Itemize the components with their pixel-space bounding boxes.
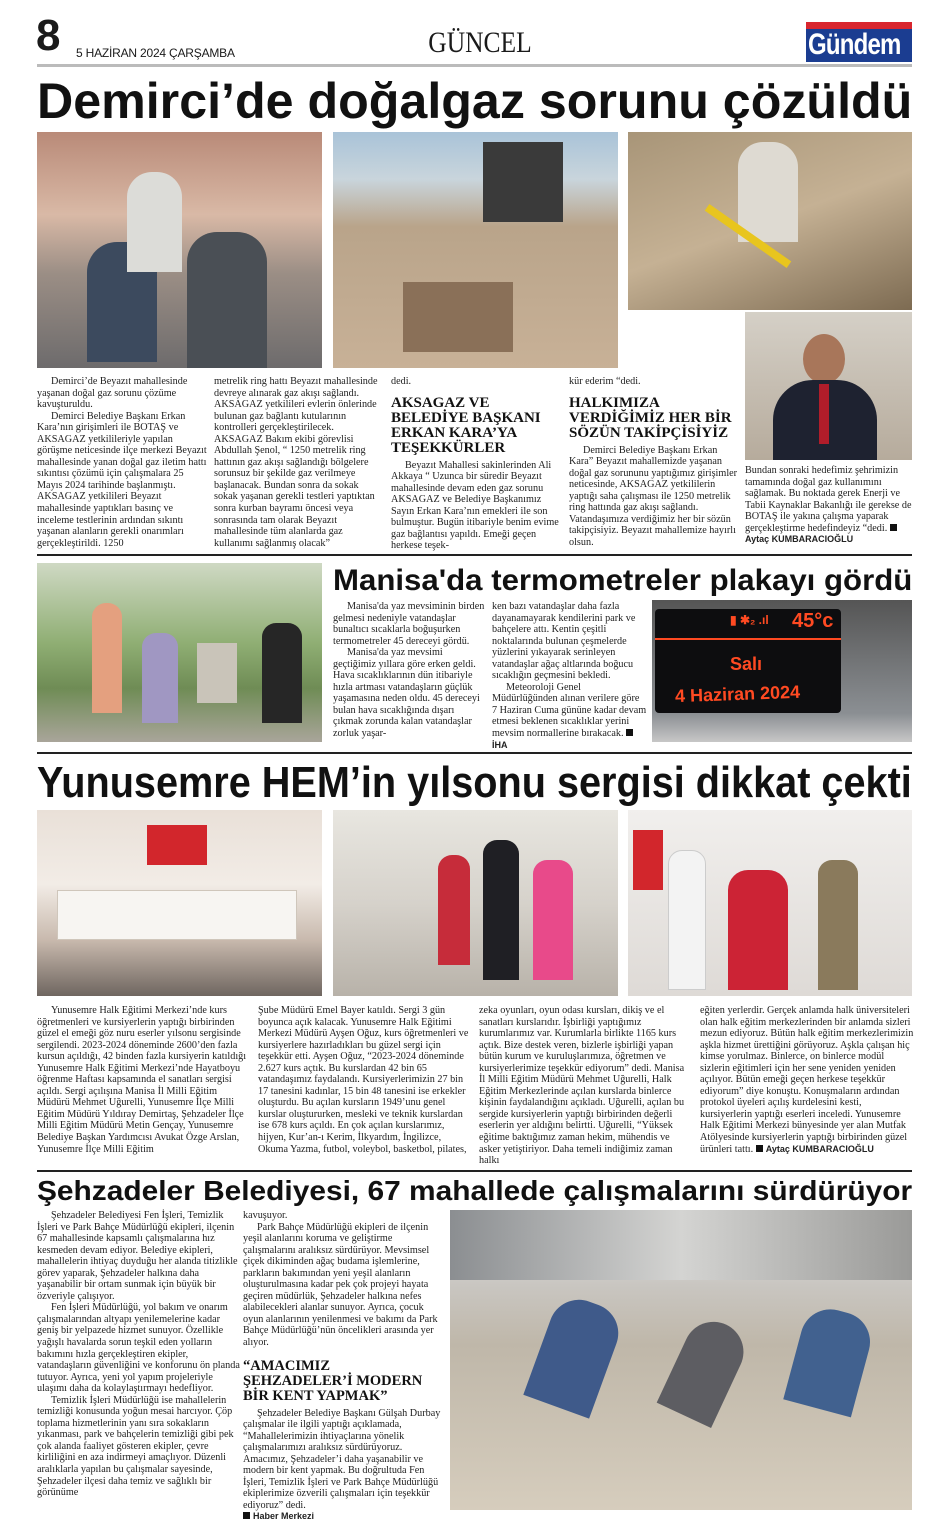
article2-column-2 xyxy=(492,601,647,751)
paragraph-text: Bundan sonraki hedefimiz şehrimizin tamamında doğal gaz kullanımını sağlamak. Bu noktada gerek Enerji ve Tabii Kaynaklar Bakanlığı ile gerekse de BOTAŞ ile yakına çalışma yaparak gerçekleştirme hedefindeyiz “dedi. xyxy=(745,465,912,534)
paragraph-text: eğiten yerlerdir. Gerçek anlamda halk üniversiteleri olan halk eğitim merkezlerinden bir anlamda sizleri mezun ediyoruz. Bütün halk eğitim merkezlerimizin aşkla hizmet ürettiğini görüyoruz. Aşkla çalışan hiç kimse yorulmaz. Binlerce, on binlerce modül sizlerin eğitimleri için her sene yeniden yeniden açılıyor. Bütün emeği geçen herkese teşekkür ediyorum” diye konuştu. Konuşmaların ardından protokol üyeleri açılış kurdelesini kesti, kursiyerlerin yaptığı eserleri inceledi. Yunusemre Halk Eğitimi Merkezi bünyesinde yer alan Mutfak Atölyesinde kursiyerlerin yaptığı birbirinden güzel ürünleri tattı. xyxy=(700,1005,914,1155)
photo-exhibition-crafts xyxy=(37,810,322,996)
photo-car-thermometer-display xyxy=(652,600,912,742)
article1-column-2 xyxy=(214,376,384,549)
paragraph: Yunusemre Halk Eğitimi Merkezi’nde kurs öğretmenleri ve kursiyerlerin yaptığı birbirinden güzel el emeği göz nuru eserler yılsonu sergisinde sergilendi. 2023-2024 döneminde 2600’den fazla kursun açıldığı, 42 binden fazla kursiyerin katıldığı Yunusemre Halk Eğitimi Merkezi’nde Hayatboyu öğrenme Haftası kapsamında el sanatları sergisi açıldı. Sergi açılışına Manisa İl Milli Eğitim Müdürü Mehmet Uğurelli, Yunusemre İlçe Milli Eğitim Müdürü Yıldıray Demirtaş, Şehzadeler İlçe Milli Eğitim Müdürü Metin Gençay, Yunusemre Belediye Başkan Yardımcısı Avukat Özge Arslan, Yunusemre İlçe Milli Eğitim xyxy=(37,1005,247,1155)
paragraph: zeka oyunları, oyun odası kursları, dikiş ve el sanatları kurslarıdır. İşbirliği yaptığımız kurumlarımız var. Kurumlarla birlikte 1165 kurs açtık. Bize destek veren, bizlerle işbirliği yapan bütün kurum ve kuruluşlarımıza, öğretmen ve kursiyerlerimize teşekkür ediyorum” dedi. Manisa İl Milli Eğitim Müdürü Mehmet Uğurelli, Halk Eğitim Merkezlerinde açılan kurslarda binlerce kişinin faydalandığını açıkladı. Uğurelli, açılan bu sergide kursiyerlerin yaptığı birbirinden değerli eserlerin yer aldığını belirtti. Uğurelli, “Yüksek eğitime baktığımız zaman hekim, mühendis ve asker yetiştiriyor. Daha temeli indiğimiz zaman halkı xyxy=(479,1005,685,1167)
byline: Haber Merkezi xyxy=(243,1511,314,1521)
byline: Aytaç KUMBARACIOĞLU xyxy=(756,1144,874,1154)
article1-column-3 xyxy=(391,376,561,552)
article4-headline: Şehzadeler Belediyesi, 67 mahallede çalışmalarını sürdürüyor xyxy=(37,1175,913,1206)
photo-exhibition-protocol xyxy=(628,810,912,996)
issue-date: 5 HAZİRAN 2024 ÇARŞAMBA xyxy=(76,46,235,60)
article4-column-2 xyxy=(243,1210,443,1523)
article1-column-4 xyxy=(569,376,739,548)
paragraph: Manisa'da yaz mevsiminin birden gelmesi nedeniyle vatandaşlar bunaltıcı sıcaklarla boğuşurken termometreler 45 dereceyi gördü. xyxy=(333,601,485,647)
article3-headline: Yunusemre HEM’in yılsonu sergisi dikkat çekti xyxy=(37,758,912,807)
paragraph xyxy=(492,682,647,751)
paragraph: Fen İşleri Müdürlüğü, yol bakım ve onarım çalışmalarından altyapı yenilemelerine kadar geniş bir yelpazede hizmet sunuyor. Özellikle yağışlı havalarda sorun teşkil eden yolların bakımını hızla gerçekleştiren ekipler, vatandaşların güvenliğini ve konforunu ön planda tutuyor. Ayrıca, yeni yol yapım projeleriyle ulaşımı daha da kolaylaştırmayı hedefliyor. xyxy=(37,1302,240,1395)
section-title: GÜNCEL xyxy=(428,26,532,59)
battery-bluetooth-signal-icon: ▮ ✱₂ .ıl xyxy=(730,613,769,627)
paragraph-text: Meteoroloji Genel Müdürlüğünden alınan verilere göre 7 Haziran Cuma gününe kadar devam etmesi beklenen sıcaklıklar yerini mevsim normallerine bırakacak. xyxy=(492,681,647,740)
photo-exhibition-visitors xyxy=(333,810,618,996)
article2-headline: Manisa'da termometreler plakayı gördü xyxy=(333,564,913,597)
paragraph: Park Bahçe Müdürlüğü ekipleri de ilçenin yeşil alanlarını koruma ve geliştirme çalışmalarını aralıksız sürdürüyor. Mevsimsel çiçek dikiminden ağaç budama işlemlerine, parkların bakımından yeni yeşil alanların oluşturulmasına kadar pek çok projeyi hayata geçiren müdürlük, Şehzadeler halkına nefes alabilecekleri alanlar sunuyor. Ayrıca, çocuk oyun alanlarının yenilenmesi ve bakımı da Park Bahçe Müdürlüğü’nün öncelikleri arasında yer alıyor. xyxy=(243,1221,438,1349)
article1-column-1 xyxy=(37,376,207,549)
paragraph: Şube Müdürü Emel Bayer katıldı. Sergi 3 gün boyunca açık kalacak. Yunusemre Halk Eğitimi Merkezi Müdürü Ayşen Oğuz, kurs öğretmenleri ve kursiyerlere hazırladıkları bu güzel sergi için teşekkür etti. Ayşen Oğuz, “2023-2024 döneminde 2.627 kurs açtık. Bu kurslardan 42 bin 65 vatandaşımız faydalandı. Kursiyerlerimizin 27 bin 17 tanesini kadınlar, 15 bin 48 tanesini ise erkekler oluşturdu. Bu açılan kursların 1949’unu genel kurslar oluştururken, mesleki ve teknik kurslardan ise 678 kurs açıldı. En çok açılan kurslarımız, hijyen, Kur’an-ı Kerim, İlkyardım, İngilizce, Okuma Yazma, futbol, voleybol, basketbol, pilates, xyxy=(258,1005,469,1155)
newspaper-logo[interactable] xyxy=(806,22,912,62)
photo-gas-officials xyxy=(37,132,322,368)
article1-column-5 xyxy=(745,465,915,546)
photo-excavation xyxy=(333,132,618,368)
header-divider xyxy=(37,64,912,67)
article3-column-4 xyxy=(700,1005,914,1155)
article1-headline: Demirci’de doğalgaz sorunu çözüldü xyxy=(37,73,913,129)
paragraph: dedi. xyxy=(391,376,412,387)
section-divider xyxy=(37,1170,912,1172)
paragraph: Beyazıt Mahallesi sakinlerinden Ali Akkaya “ Uzunca bir süredir Beyazıt mahallesinde devam eden gaz sorunu AKSAGAZ ve Belediye Başkanımız Sayın Erkan Kara’nın emekleri ile son bulmuştur. Bugün itibariyle benim evime gaz bağlantısı yapıldı. Emeği geçen herkese teşek- xyxy=(391,459,559,552)
logo-text: Gündem xyxy=(808,28,901,61)
article3-column-2 xyxy=(258,1005,471,1155)
paragraph xyxy=(700,1005,914,1155)
paragraph: Şehzadeler Belediyesi Fen İşleri, Temizlik İşleri ve Park Bahçe Müdürlüğü ekipleri, ilçenin 67 mahallesinde kapsamlı çalışmalarına hız kesmeden devam ediyor. Belediye ekipleri, mahallelerin ihtiyaç duyduğu her alanda titizlikle görev yaparak, Şehzadeler halkına daha yaşanabilir bir ortam sunmak için büyük bir özveriyle çalışıyor. xyxy=(37,1210,238,1302)
subheading: “AMACIMIZ ŞEHZADELER’İ MODERN BİR KENT YAPMAK” xyxy=(243,1357,423,1404)
article3-column-3 xyxy=(479,1005,691,1167)
photo-mayor-portrait xyxy=(745,312,912,460)
page-number: 8 xyxy=(36,11,61,60)
paragraph: Manisa'da yaz mevsimi geçtiğimiz yıllara göre erken geldi. Hava sıcaklıklarının dün itibariyle hızla artması vatandaşların güçlük yaşamasına neden oldu. 45 dereceyi bulan hava sıcaklığında dışarı çıkmak zorunda kalan vatandaşlar zorluk yaşar- xyxy=(333,647,480,740)
paragraph: Demirci Belediye Başkanı Erkan Kara” Beyazıt mahallemizde yaşanan doğal gaz sorununu yaptığımız girişimler neticesinde, AKSAGAZ yetkililerin yaptığı saha çalışması ile 1250 metrelik ring hattında gaz akışı sağlandı. Vatandaşımıza verdiğimiz her bir sözün takipçisiyiz. Beyazıt mahallemize hayırlı olsun. xyxy=(569,444,738,548)
paragraph: kavuşuyor. xyxy=(243,1210,288,1221)
article4-column-1 xyxy=(37,1210,240,1499)
article3-column-1 xyxy=(37,1005,249,1155)
display-temperature: 45°c xyxy=(792,610,834,632)
display-date: 4 Haziran 2024 xyxy=(674,681,801,707)
logo-small-text: Manisa'da xyxy=(809,22,843,29)
article2-column-1 xyxy=(333,601,485,740)
photo-workers-paving xyxy=(450,1210,912,1510)
subheading: HALKIMIZA VERDİĞİMİZ HER BİR SÖZÜN TAKİPÇİSİYİZ xyxy=(569,394,732,441)
paragraph: metrelik ring hattı Beyazıt mahallesinde devreye alınarak gaz akışı sağlandı. AKSAGAZ yetkilileri evlerin önlerinde bulunan gaz bağlantı kutularının kontrolleri gerçekleştirilecek. AKSAGAZ Bakım ekibi görevlisi Abdullah Şenol, “ 1250 metrelik ring hattının gaz akışı sağlandığı bölgelere sorunsuz bir şekilde gaz verilmeye başlanacak. Bundan sonra da sokak sokak yaşanan gerekli testleri yaptıktan sonra kurban bayramı öncesi veya sonrasında tam olarak Beyazıt mahallesinde tüm alanlarda gaz kullanımı sağlanmış olacak” xyxy=(214,376,378,549)
paragraph: Temizlik İşleri Müdürlüğü ise mahallelerin temizliği konusunda yoğun mesai harcıyor. Çöp toplama hizmetlerinin yanı sıra sokakların yıkanması, park ve bahçelerin temizliği gibi pek çok alanda faaliyet gösteren ekipler, çevre kirliliğini en aza indirmeyi amaçlıyor. Düzenli aralıklarla yapılan bu çalışmalar sayesinde, Şehzadeler ilçesi daha temiz ve sağlıklı bir görünüme xyxy=(37,1394,234,1499)
section-divider xyxy=(37,554,912,556)
display-day: Salı xyxy=(730,654,763,674)
photo-people-at-fountain xyxy=(37,563,322,742)
subheading: AKSAGAZ VE BELEDİYE BAŞKANI ERKAN KARA’YA TEŞEKKÜRLER xyxy=(391,394,541,456)
paragraph: Şehzadeler Belediye Başkanı Gülşah Durbay çalışmalar ile ilgili yaptığı açıklamada, “Mahallelerimizin ihtiyaçlarına yönelik çalışmalarımızı aralıksız sürdürüyoruz. Amacımız, Şehzadeler’i daha yaşanabilir ve modern bir kent yapmak. Bu doğrultuda Fen İşleri, Temizlik İşleri ve Park Bahçe Müdürlüğü ekiplerimize özverili çalışmaları için teşekkür ediyoruz” dedi. xyxy=(243,1407,441,1511)
paragraph: ken bazı vatandaşlar daha fazla dayanamayarak kendilerini park ve bahçelere attı. Kentin çeşitli noktalarında bulunan çeşmelerde yüzlerini yıkayarak serinleyen vatandaşlar ağaç altlarında boğucu sıcaklığın geçmesini bekledi. xyxy=(492,601,636,682)
byline: Aytaç KUMBARACIOĞLU xyxy=(745,523,900,545)
signal-level: ₂ xyxy=(750,613,756,627)
section-divider xyxy=(37,752,912,754)
photo-pipe-work xyxy=(628,132,912,310)
paragraph: Demirci Belediye Başkanı Erkan Kara’nın girişimleri ile BOTAŞ ve AKSAGAZ yetkilileriyle yapılan görüşme neticesinde ilçe merkezi Beyazıt mahallesinde yanan doğal gaz iletim hattı sıkıntısı çözümü için çalışmalara 25 Mayıs 2024 tarihinde başlanmıştı. AKSAGAZ yetkilileri Beyazıt mahallesinde yaptıkları basınç ve inceleme testlerinin ardından sıkıntı yaşanan alanların gerekli onarımları gerçekleştirildi. 1250 xyxy=(37,410,207,549)
byline: İHA xyxy=(492,728,636,750)
paragraph: kür ederim “dedi. xyxy=(569,376,641,387)
paragraph: Demirci’de Beyazıt mahallesinde yaşanan doğal gaz sorunu çözüme kavuşturuldu. xyxy=(37,376,188,411)
paragraph xyxy=(745,465,915,546)
